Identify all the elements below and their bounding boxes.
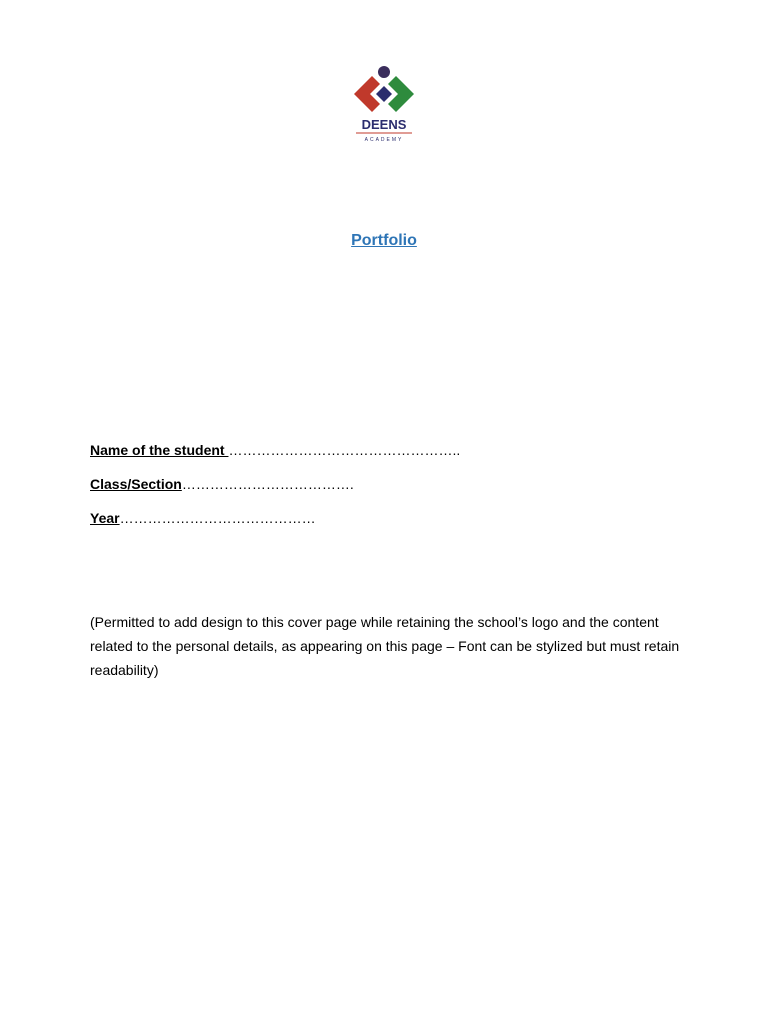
instruction-note: (Permitted to add design to this cover page while retaining the school’s logo and the content related to the personal details, as appearing on this page – Font can be stylized but must retain readability) (90, 614, 680, 678)
field-blank: ………………………………………….. (228, 442, 461, 458)
field-label: Name of the student (90, 442, 229, 458)
year-field (90, 508, 690, 542)
personal-details (90, 440, 690, 542)
page-title: Portfolio (351, 232, 417, 249)
svg-text:ACADEMY: ACADEMY (364, 137, 404, 143)
school-logo (350, 64, 418, 146)
deens-academy-logo-icon (350, 64, 418, 146)
student-name-field (90, 440, 690, 474)
field-label: Year (90, 510, 120, 526)
field-blank: …………………………………… (119, 510, 316, 526)
svg-text:DEENS: DEENS (361, 117, 407, 132)
class-section-field (90, 474, 690, 508)
field-blank: ………………………………. (181, 476, 354, 492)
field-label: Class/Section (90, 476, 182, 492)
